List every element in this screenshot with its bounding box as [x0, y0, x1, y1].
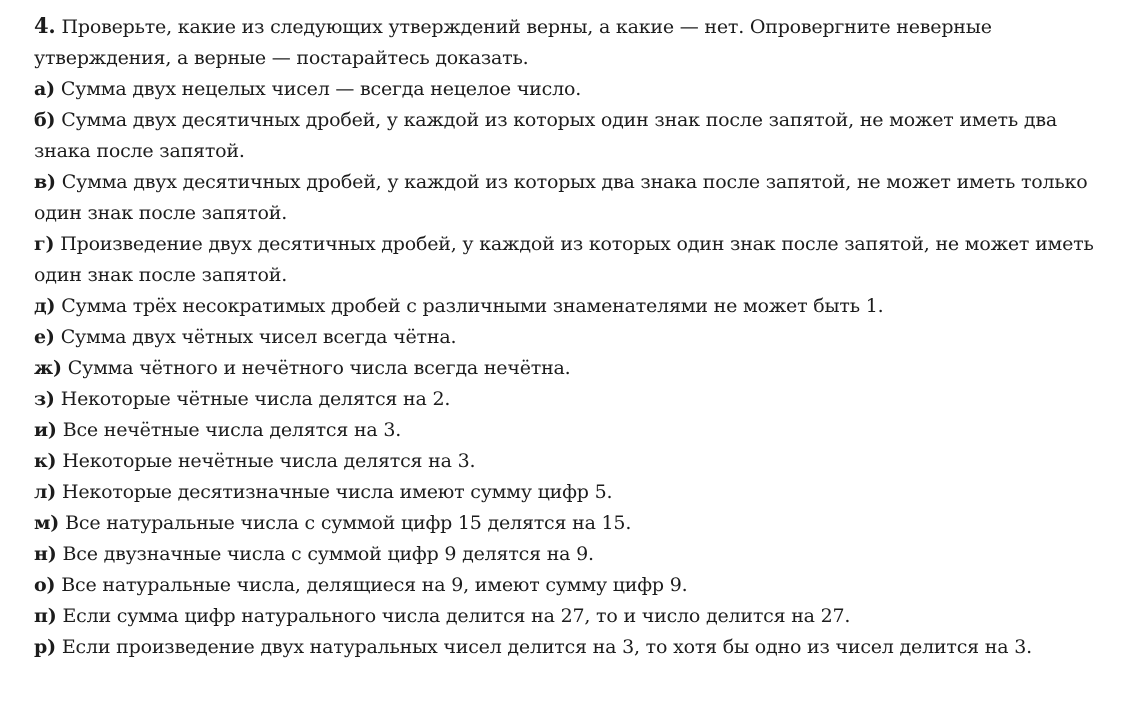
statement-text: Все натуральные числа, делящиеся на 9, имеют сумму цифр 9. [61, 574, 688, 596]
statement-label: з) [34, 388, 55, 410]
problem-intro [34, 10, 1094, 74]
statement-text: Произведение двух десятичных дробей, у каждой из которых один знак после запятой, не может иметь один знак после запятой. [34, 233, 1094, 286]
problem-text [34, 10, 1094, 663]
statement-item [34, 477, 1094, 508]
statement-text: Некоторые чётные числа делятся на 2. [60, 388, 451, 410]
statement-label: в) [34, 171, 56, 193]
statement-item [34, 74, 1094, 105]
statement-item [34, 322, 1094, 353]
statement-text: Если сумма цифр натурального числа делится на 27, то и число делится на 27. [62, 605, 851, 627]
statement-label: н) [34, 543, 57, 565]
statement-text: Сумма двух нецелых чисел — всегда нецелое число. [60, 78, 582, 100]
statement-item [34, 229, 1094, 291]
statement-text: Некоторые нечётные числа делятся на 3. [62, 450, 476, 472]
statement-text: Если произведение двух натуральных чисел делится на 3, то хотя бы одно из чисел делится на 3. [61, 636, 1032, 658]
statement-label: и) [34, 419, 57, 441]
statement-label: к) [34, 450, 57, 472]
statement-item [34, 384, 1094, 415]
statement-label: е) [34, 326, 55, 348]
statement-item [34, 570, 1094, 601]
statement-label: р) [34, 636, 56, 658]
statement-item [34, 632, 1094, 663]
statement-text: Сумма чётного и нечётного числа всегда нечётна. [67, 357, 571, 379]
statement-item [34, 291, 1094, 322]
statement-label: б) [34, 109, 56, 131]
statement-text: Все натуральные числа с суммой цифр 15 делятся на 15. [65, 512, 632, 534]
statement-text: Сумма двух десятичных дробей, у каждой из которых один знак после запятой, не может иметь два знака после запятой. [34, 109, 1057, 162]
statement-item [34, 105, 1094, 167]
statement-label: м) [34, 512, 60, 534]
statement-item [34, 415, 1094, 446]
problem-intro-text: Проверьте, какие из следующих утверждений верны, а какие — нет. Опровергните неверные утверждения, а верные — постарайтесь доказать. [34, 16, 992, 69]
statement-label: л) [34, 481, 56, 503]
statement-text: Сумма двух десятичных дробей, у каждой из которых два знака после запятой, не может иметь только один знак после запятой. [34, 171, 1088, 224]
statement-text: Сумма двух чётных чисел всегда чётна. [60, 326, 457, 348]
statement-text: Все двузначные числа с суммой цифр 9 делятся на 9. [62, 543, 594, 565]
statement-text: Сумма трёх несократимых дробей с различными знаменателями не может быть 1. [61, 295, 884, 317]
statement-item [34, 601, 1094, 632]
statement-item [34, 446, 1094, 477]
statement-label: п) [34, 605, 57, 627]
statement-label: а) [34, 78, 55, 100]
statement-item [34, 508, 1094, 539]
statement-label: ж) [34, 357, 62, 379]
statement-label: г) [34, 233, 55, 255]
statement-item [34, 539, 1094, 570]
statement-text: Некоторые десятизначные числа имеют сумму цифр 5. [62, 481, 613, 503]
statement-label: д) [34, 295, 56, 317]
statement-item [34, 353, 1094, 384]
statement-text: Все нечётные числа делятся на 3. [62, 419, 402, 441]
statement-label: о) [34, 574, 56, 596]
problem-number: 4. [34, 13, 56, 38]
statement-item [34, 167, 1094, 229]
